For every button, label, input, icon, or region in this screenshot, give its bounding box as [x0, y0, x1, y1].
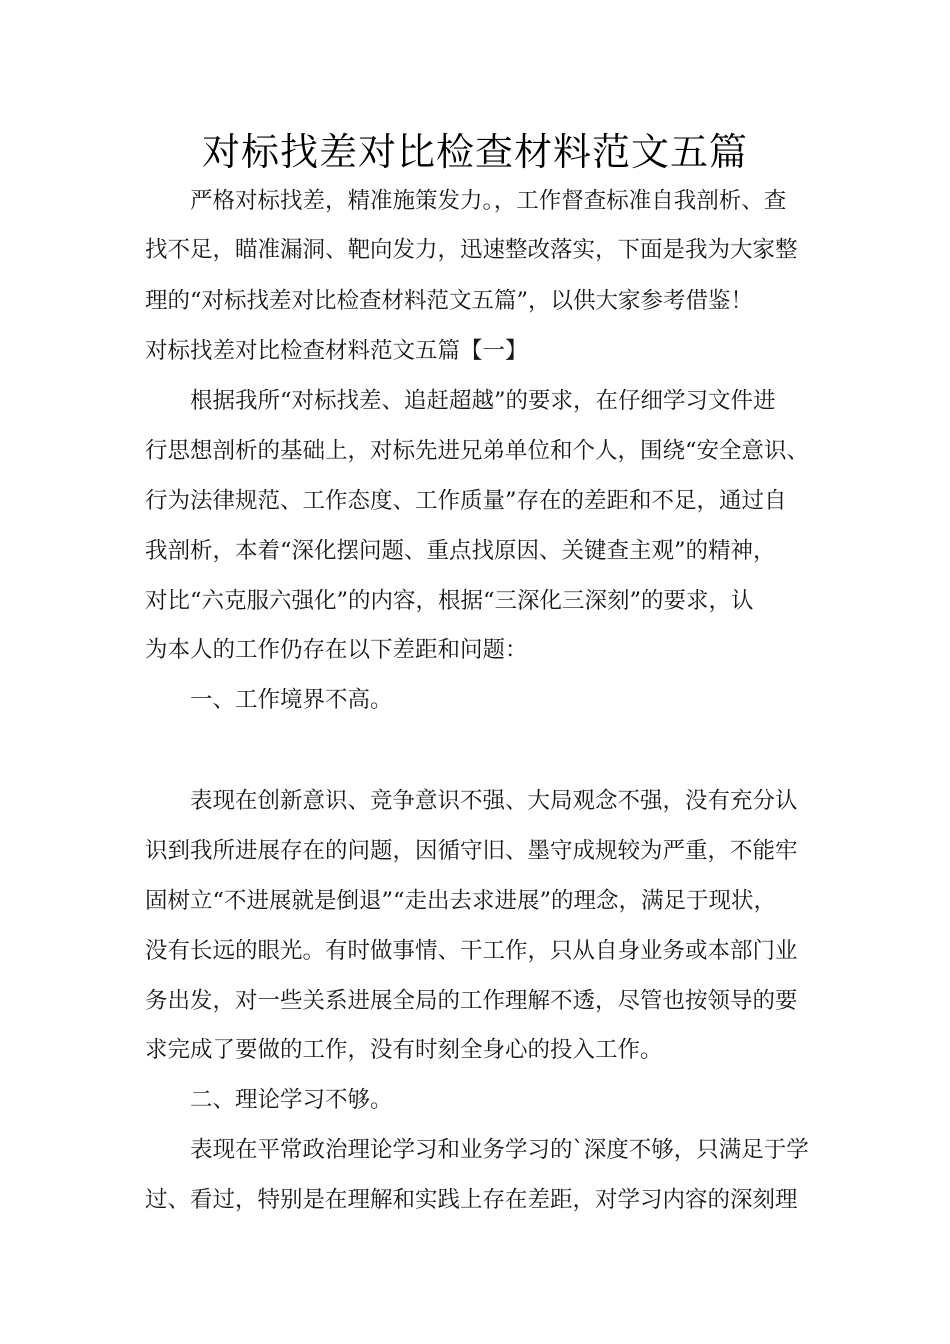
- document-title: 对标找差对比检查材料范文五篇: [201, 130, 748, 174]
- paragraph-3-line-1: 表现在平常政治理论学习和业务学习的`深度不够，只满足于学: [190, 1137, 809, 1163]
- paragraph-1-line-5: 对比“六克服六强化”的内容，根据“三深化三深刻”的要求，认: [145, 588, 754, 614]
- paragraph-2-line-1: 表现在创新意识、竞争意识不强、大局观念不强，没有充分认: [190, 788, 798, 814]
- point-1-heading: 一、工作境界不高。: [190, 687, 393, 713]
- section-heading: 对标找差对比检查材料范文五篇【一】: [145, 338, 528, 364]
- paragraph-1-line-1: 根据我所“对标找差、追赶超越”的要求，在仔细学习文件进: [190, 388, 776, 414]
- point-2-heading: 二、理论学习不够。: [190, 1087, 393, 1113]
- paragraph-2-line-4: 没有长远的眼光。有时做事情、干工作，只从自身业务或本部门业: [145, 938, 798, 964]
- paragraph-2-line-5: 务出发，对一些关系进展全局的工作理解不透，尽管也按领导的要: [145, 988, 798, 1014]
- paragraph-1-line-4: 我剖析，本着“深化摆问题、重点找原因、关键查主观”的精神，: [145, 538, 776, 564]
- intro-line-3: 理的“对标找差对比检查材料范文五篇”，以供大家参考借鉴！: [145, 288, 754, 314]
- intro-line-2: 找不足，瞄准漏洞、靶向发力，迅速整改落实，下面是我为大家整: [145, 237, 798, 263]
- paragraph-2-line-3: 固树立“不进展就是倒退”“走出去求进展”的理念，满足于现状，: [145, 888, 777, 914]
- paragraph-2-line-6: 求完成了要做的工作，没有时刻全身心的投入工作。: [145, 1037, 663, 1063]
- paragraph-1-line-2: 行思想剖析的基础上，对标先进兄弟单位和个人，围绕“安全意识、: [145, 438, 810, 464]
- intro-line-1: 严格对标找差，精准施策发力。，工作督查标准自我剖析、查: [190, 188, 787, 214]
- paragraph-1-line-6: 为本人的工作仍存在以下差距和问题：: [145, 637, 528, 663]
- paragraph-2-line-2: 识到我所进展存在的问题，因循守旧、墨守成规较为严重，不能牢: [145, 838, 798, 864]
- paragraph-3-line-2: 过、看过，特别是在理解和实践上存在差距，对学习内容的深刻理: [145, 1187, 798, 1213]
- paragraph-1-line-3: 行为法律规范、工作态度、工作质量”存在的差距和不足，通过自: [145, 488, 787, 514]
